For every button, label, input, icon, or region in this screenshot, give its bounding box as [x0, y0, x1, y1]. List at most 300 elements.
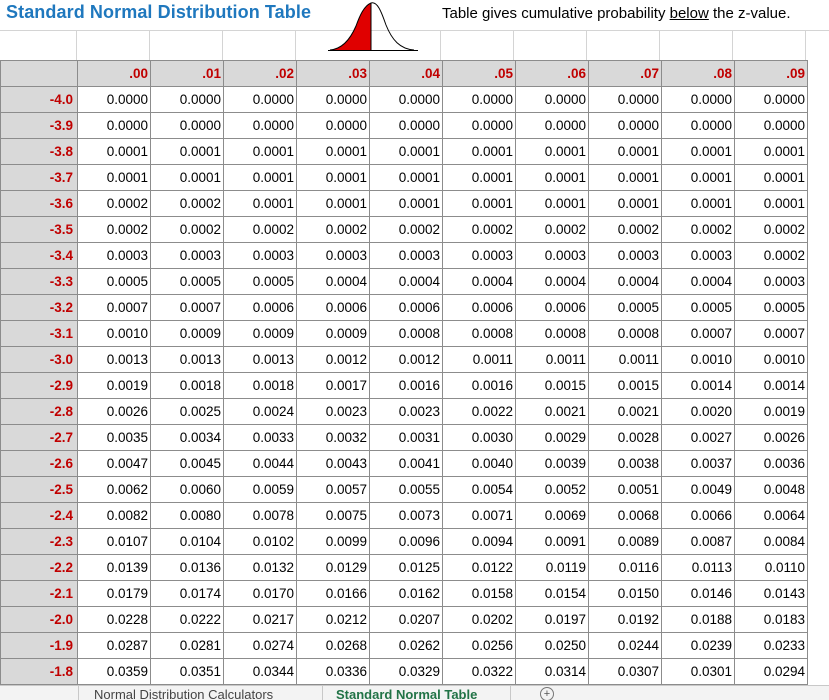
z-value-cell[interactable]: -3.5: [1, 217, 78, 243]
table-row: [1, 217, 808, 243]
probability-cell[interactable]: 0.0010: [735, 347, 808, 373]
probability-cell[interactable]: 0.0003: [78, 243, 151, 269]
probability-cell[interactable]: 0.0129: [297, 555, 370, 581]
table-row: [1, 165, 808, 191]
probability-cell[interactable]: 0.0043: [297, 451, 370, 477]
probability-cell[interactable]: 0.0054: [443, 477, 516, 503]
probability-cell[interactable]: 0.0009: [151, 321, 224, 347]
probability-cell[interactable]: 0.0122: [443, 555, 516, 581]
probability-cell[interactable]: 0.0002: [78, 217, 151, 243]
z-value-cell[interactable]: -2.8: [1, 399, 78, 425]
probability-cell[interactable]: 0.0158: [443, 581, 516, 607]
probability-cell[interactable]: 0.0001: [224, 139, 297, 165]
probability-cell[interactable]: 0.0006: [443, 295, 516, 321]
probability-cell[interactable]: 0.0294: [735, 659, 808, 685]
probability-cell[interactable]: 0.0036: [735, 451, 808, 477]
z-value-cell[interactable]: -2.5: [1, 477, 78, 503]
probability-cell[interactable]: 0.0150: [589, 581, 662, 607]
probability-cell[interactable]: 0.0002: [443, 217, 516, 243]
page-title: Standard Normal Distribution Table: [6, 2, 312, 22]
probability-cell[interactable]: 0.0068: [589, 503, 662, 529]
probability-cell[interactable]: 0.0001: [370, 165, 443, 191]
probability-cell[interactable]: 0.0060: [151, 477, 224, 503]
probability-cell[interactable]: 0.0032: [297, 425, 370, 451]
probability-cell[interactable]: 0.0008: [443, 321, 516, 347]
probability-cell[interactable]: 0.0002: [370, 217, 443, 243]
probability-cell[interactable]: 0.0217: [224, 607, 297, 633]
probability-cell[interactable]: 0.0071: [443, 503, 516, 529]
probability-cell[interactable]: 0.0003: [735, 269, 808, 295]
probability-cell[interactable]: 0.0002: [735, 243, 808, 269]
plus-circle-icon[interactable]: +: [540, 687, 554, 700]
probability-cell[interactable]: 0.0029: [516, 425, 589, 451]
probability-cell[interactable]: 0.0012: [297, 347, 370, 373]
probability-cell[interactable]: 0.0010: [78, 321, 151, 347]
probability-cell[interactable]: 0.0048: [735, 477, 808, 503]
column-header[interactable]: .02: [224, 61, 297, 87]
z-value-cell[interactable]: -3.3: [1, 269, 78, 295]
z-value-cell[interactable]: -2.0: [1, 607, 78, 633]
table-row: [1, 269, 808, 295]
probability-cell[interactable]: 0.0013: [78, 347, 151, 373]
probability-cell[interactable]: 0.0007: [735, 321, 808, 347]
probability-cell[interactable]: 0.0005: [735, 295, 808, 321]
probability-cell[interactable]: 0.0233: [735, 633, 808, 659]
probability-cell[interactable]: 0.0003: [151, 243, 224, 269]
probability-cell[interactable]: 0.0022: [443, 399, 516, 425]
shaded-left-tail: [330, 3, 371, 50]
probability-cell[interactable]: 0.0125: [370, 555, 443, 581]
probability-cell[interactable]: 0.0113: [662, 555, 735, 581]
probability-cell[interactable]: 0.0026: [78, 399, 151, 425]
probability-cell[interactable]: 0.0001: [516, 165, 589, 191]
probability-cell[interactable]: 0.0011: [516, 347, 589, 373]
probability-cell[interactable]: 0.0000: [297, 87, 370, 113]
probability-cell[interactable]: 0.0329: [370, 659, 443, 685]
probability-cell[interactable]: 0.0003: [516, 243, 589, 269]
probability-cell[interactable]: 0.0033: [224, 425, 297, 451]
probability-cell[interactable]: 0.0244: [589, 633, 662, 659]
probability-cell[interactable]: 0.0351: [151, 659, 224, 685]
table-row: [1, 451, 808, 477]
probability-cell[interactable]: 0.0262: [370, 633, 443, 659]
probability-cell[interactable]: 0.0006: [297, 295, 370, 321]
probability-cell[interactable]: 0.0035: [78, 425, 151, 451]
z-value-cell[interactable]: -2.4: [1, 503, 78, 529]
z-value-cell[interactable]: -3.9: [1, 113, 78, 139]
z-value-cell[interactable]: -3.4: [1, 243, 78, 269]
probability-cell[interactable]: 0.0001: [735, 139, 808, 165]
probability-cell[interactable]: 0.0007: [662, 321, 735, 347]
probability-cell[interactable]: 0.0057: [297, 477, 370, 503]
probability-cell[interactable]: 0.0001: [516, 191, 589, 217]
probability-cell[interactable]: 0.0174: [151, 581, 224, 607]
probability-cell[interactable]: 0.0359: [78, 659, 151, 685]
probability-cell[interactable]: 0.0075: [297, 503, 370, 529]
z-value-cell[interactable]: -4.0: [1, 87, 78, 113]
probability-cell[interactable]: 0.0202: [443, 607, 516, 633]
probability-cell[interactable]: 0.0021: [589, 399, 662, 425]
probability-cell[interactable]: 0.0051: [589, 477, 662, 503]
probability-cell[interactable]: 0.0000: [662, 87, 735, 113]
probability-cell[interactable]: 0.0047: [78, 451, 151, 477]
z-value-cell[interactable]: -2.3: [1, 529, 78, 555]
probability-cell[interactable]: 0.0001: [589, 139, 662, 165]
probability-cell[interactable]: 0.0000: [516, 113, 589, 139]
table-row: [1, 321, 808, 347]
probability-cell[interactable]: 0.0001: [735, 165, 808, 191]
probability-cell[interactable]: 0.0000: [735, 113, 808, 139]
probability-cell[interactable]: 0.0166: [297, 581, 370, 607]
probability-cell[interactable]: 0.0239: [662, 633, 735, 659]
corner-cell[interactable]: [1, 61, 78, 87]
table-row: [1, 659, 808, 685]
probability-cell[interactable]: 0.0015: [589, 373, 662, 399]
probability-cell[interactable]: 0.0002: [589, 217, 662, 243]
probability-cell[interactable]: 0.0104: [151, 529, 224, 555]
probability-cell[interactable]: 0.0073: [370, 503, 443, 529]
probability-cell[interactable]: 0.0222: [151, 607, 224, 633]
probability-cell[interactable]: 0.0017: [297, 373, 370, 399]
table-row: [1, 295, 808, 321]
probability-cell[interactable]: 0.0001: [297, 139, 370, 165]
probability-cell[interactable]: 0.0037: [662, 451, 735, 477]
probability-cell[interactable]: 0.0002: [151, 191, 224, 217]
note-text-before: Table gives cumulative probability: [442, 5, 670, 22]
probability-cell[interactable]: 0.0000: [224, 87, 297, 113]
table-row: [1, 633, 808, 659]
column-header[interactable]: .01: [151, 61, 224, 87]
column-header[interactable]: .04: [370, 61, 443, 87]
probability-cell[interactable]: 0.0003: [297, 243, 370, 269]
probability-cell[interactable]: 0.0001: [151, 139, 224, 165]
probability-cell[interactable]: 0.0000: [735, 87, 808, 113]
probability-cell[interactable]: 0.0336: [297, 659, 370, 685]
probability-cell[interactable]: 0.0015: [516, 373, 589, 399]
table-row: [1, 347, 808, 373]
probability-cell[interactable]: 0.0008: [370, 321, 443, 347]
probability-cell[interactable]: 0.0089: [589, 529, 662, 555]
probability-cell[interactable]: 0.0001: [151, 165, 224, 191]
z-value-cell[interactable]: -2.7: [1, 425, 78, 451]
probability-cell[interactable]: 0.0052: [516, 477, 589, 503]
probability-cell[interactable]: 0.0055: [370, 477, 443, 503]
table-row: [1, 503, 808, 529]
probability-cell[interactable]: 0.0146: [662, 581, 735, 607]
probability-cell[interactable]: 0.0000: [151, 87, 224, 113]
probability-cell[interactable]: 0.0228: [78, 607, 151, 633]
probability-cell[interactable]: 0.0000: [443, 113, 516, 139]
probability-cell[interactable]: 0.0038: [589, 451, 662, 477]
probability-cell[interactable]: 0.0001: [662, 165, 735, 191]
probability-cell[interactable]: 0.0018: [224, 373, 297, 399]
probability-cell[interactable]: 0.0002: [735, 217, 808, 243]
probability-cell[interactable]: 0.0008: [589, 321, 662, 347]
probability-cell[interactable]: 0.0005: [151, 269, 224, 295]
probability-cell[interactable]: 0.0062: [78, 477, 151, 503]
probability-cell[interactable]: 0.0136: [151, 555, 224, 581]
table-row: [1, 399, 808, 425]
probability-cell[interactable]: 0.0102: [224, 529, 297, 555]
z-value-cell[interactable]: -3.0: [1, 347, 78, 373]
bell-curve-icon: [328, 0, 418, 56]
probability-cell[interactable]: 0.0039: [516, 451, 589, 477]
probability-cell[interactable]: 0.0040: [443, 451, 516, 477]
z-value-cell[interactable]: -2.6: [1, 451, 78, 477]
probability-cell[interactable]: 0.0005: [78, 269, 151, 295]
tab-normal-distribution-calculators[interactable]: Normal Distribution Calculators: [94, 687, 274, 700]
probability-cell[interactable]: 0.0003: [662, 243, 735, 269]
probability-cell[interactable]: 0.0014: [662, 373, 735, 399]
probability-cell[interactable]: 0.0044: [224, 451, 297, 477]
probability-cell[interactable]: 0.0006: [224, 295, 297, 321]
table-row: [1, 477, 808, 503]
probability-cell[interactable]: 0.0004: [370, 269, 443, 295]
tab-standard-normal-table[interactable]: Standard Normal Table: [336, 687, 477, 700]
probability-cell[interactable]: 0.0001: [224, 191, 297, 217]
probability-cell[interactable]: 0.0025: [151, 399, 224, 425]
probability-cell[interactable]: 0.0004: [589, 269, 662, 295]
z-value-cell[interactable]: -3.6: [1, 191, 78, 217]
probability-cell[interactable]: 0.0019: [735, 399, 808, 425]
probability-cell[interactable]: 0.0010: [662, 347, 735, 373]
probability-cell[interactable]: 0.0082: [78, 503, 151, 529]
probability-cell[interactable]: 0.0002: [516, 217, 589, 243]
probability-cell[interactable]: 0.0011: [589, 347, 662, 373]
z-value-cell[interactable]: -2.2: [1, 555, 78, 581]
probability-cell[interactable]: 0.0096: [370, 529, 443, 555]
probability-cell[interactable]: 0.0009: [224, 321, 297, 347]
probability-cell[interactable]: 0.0023: [297, 399, 370, 425]
probability-cell[interactable]: 0.0250: [516, 633, 589, 659]
probability-cell[interactable]: 0.0066: [662, 503, 735, 529]
probability-cell[interactable]: 0.0016: [443, 373, 516, 399]
tab-separator: [510, 686, 511, 700]
probability-cell[interactable]: 0.0000: [516, 87, 589, 113]
probability-cell[interactable]: 0.0007: [78, 295, 151, 321]
probability-cell[interactable]: 0.0119: [516, 555, 589, 581]
z-value-cell[interactable]: -1.8: [1, 659, 78, 685]
column-header-row: [1, 61, 808, 87]
probability-cell[interactable]: 0.0001: [443, 139, 516, 165]
probability-cell[interactable]: 0.0322: [443, 659, 516, 685]
probability-cell[interactable]: 0.0031: [370, 425, 443, 451]
probability-cell[interactable]: 0.0132: [224, 555, 297, 581]
column-header[interactable]: .07: [589, 61, 662, 87]
probability-cell[interactable]: 0.0002: [224, 217, 297, 243]
probability-cell[interactable]: 0.0000: [78, 87, 151, 113]
probability-cell[interactable]: 0.0281: [151, 633, 224, 659]
z-value-cell[interactable]: -3.2: [1, 295, 78, 321]
probability-cell[interactable]: 0.0000: [662, 113, 735, 139]
probability-cell[interactable]: 0.0001: [297, 165, 370, 191]
probability-cell[interactable]: 0.0212: [297, 607, 370, 633]
column-header[interactable]: .06: [516, 61, 589, 87]
probability-cell[interactable]: 0.0000: [224, 113, 297, 139]
probability-cell[interactable]: 0.0084: [735, 529, 808, 555]
table-row: [1, 243, 808, 269]
probability-cell[interactable]: 0.0116: [589, 555, 662, 581]
probability-cell[interactable]: 0.0016: [370, 373, 443, 399]
z-value-cell[interactable]: -3.1: [1, 321, 78, 347]
probability-cell[interactable]: 0.0030: [443, 425, 516, 451]
sheet-tab-bar: [0, 685, 829, 700]
table-row: [1, 113, 808, 139]
probability-cell[interactable]: 0.0256: [443, 633, 516, 659]
tab-separator: [322, 686, 323, 700]
probability-cell[interactable]: 0.0087: [662, 529, 735, 555]
probability-cell[interactable]: 0.0001: [443, 191, 516, 217]
z-value-cell[interactable]: -3.8: [1, 139, 78, 165]
probability-cell[interactable]: 0.0000: [78, 113, 151, 139]
probability-cell[interactable]: 0.0003: [589, 243, 662, 269]
probability-cell[interactable]: 0.0344: [224, 659, 297, 685]
z-value-cell[interactable]: -2.1: [1, 581, 78, 607]
probability-cell[interactable]: 0.0192: [589, 607, 662, 633]
probability-cell[interactable]: 0.0000: [443, 87, 516, 113]
probability-cell[interactable]: 0.0001: [589, 191, 662, 217]
probability-cell[interactable]: 0.0143: [735, 581, 808, 607]
column-header[interactable]: .05: [443, 61, 516, 87]
probability-cell[interactable]: 0.0080: [151, 503, 224, 529]
probability-cell[interactable]: 0.0018: [151, 373, 224, 399]
probability-cell[interactable]: 0.0001: [78, 165, 151, 191]
probability-cell[interactable]: 0.0024: [224, 399, 297, 425]
probability-cell[interactable]: 0.0023: [370, 399, 443, 425]
probability-cell[interactable]: 0.0301: [662, 659, 735, 685]
probability-cell[interactable]: 0.0013: [224, 347, 297, 373]
probability-cell[interactable]: 0.0020: [662, 399, 735, 425]
probability-cell[interactable]: 0.0268: [297, 633, 370, 659]
table-row: [1, 581, 808, 607]
probability-cell[interactable]: 0.0004: [662, 269, 735, 295]
probability-cell[interactable]: 0.0001: [443, 165, 516, 191]
column-header[interactable]: .08: [662, 61, 735, 87]
probability-cell[interactable]: 0.0000: [370, 87, 443, 113]
probability-cell[interactable]: 0.0139: [78, 555, 151, 581]
probability-cell[interactable]: 0.0049: [662, 477, 735, 503]
probability-cell[interactable]: 0.0064: [735, 503, 808, 529]
probability-cell[interactable]: 0.0005: [662, 295, 735, 321]
column-header[interactable]: .09: [735, 61, 808, 87]
probability-cell[interactable]: 0.0307: [589, 659, 662, 685]
probability-cell[interactable]: 0.0014: [735, 373, 808, 399]
probability-cell[interactable]: 0.0028: [589, 425, 662, 451]
note-text-after: the z-value.: [708, 5, 791, 22]
probability-cell[interactable]: 0.0045: [151, 451, 224, 477]
table-row: [1, 87, 808, 113]
probability-cell[interactable]: 0.0003: [443, 243, 516, 269]
probability-cell[interactable]: 0.0069: [516, 503, 589, 529]
probability-cell[interactable]: 0.0110: [735, 555, 808, 581]
probability-cell[interactable]: 0.0059: [224, 477, 297, 503]
probability-cell[interactable]: 0.0002: [78, 191, 151, 217]
probability-cell[interactable]: 0.0002: [662, 217, 735, 243]
z-value-cell[interactable]: -2.9: [1, 373, 78, 399]
probability-cell[interactable]: 0.0006: [370, 295, 443, 321]
probability-cell[interactable]: 0.0005: [224, 269, 297, 295]
probability-cell[interactable]: 0.0000: [151, 113, 224, 139]
probability-cell[interactable]: 0.0001: [78, 139, 151, 165]
probability-cell[interactable]: 0.0002: [151, 217, 224, 243]
probability-cell[interactable]: 0.0008: [516, 321, 589, 347]
probability-cell[interactable]: 0.0012: [370, 347, 443, 373]
table-row: [1, 555, 808, 581]
probability-cell[interactable]: 0.0000: [589, 113, 662, 139]
probability-cell[interactable]: 0.0004: [516, 269, 589, 295]
z-value-cell[interactable]: -3.7: [1, 165, 78, 191]
probability-cell[interactable]: 0.0003: [224, 243, 297, 269]
probability-cell[interactable]: 0.0207: [370, 607, 443, 633]
probability-cell[interactable]: 0.0197: [516, 607, 589, 633]
probability-cell[interactable]: 0.0041: [370, 451, 443, 477]
note-underlined-word: below: [669, 5, 709, 22]
probability-cell[interactable]: 0.0099: [297, 529, 370, 555]
probability-cell[interactable]: 0.0183: [735, 607, 808, 633]
probability-cell[interactable]: 0.0170: [224, 581, 297, 607]
probability-cell[interactable]: 0.0274: [224, 633, 297, 659]
probability-cell[interactable]: 0.0001: [297, 191, 370, 217]
table-row: [1, 425, 808, 451]
probability-cell[interactable]: 0.0002: [297, 217, 370, 243]
column-header[interactable]: .00: [78, 61, 151, 87]
z-value-cell[interactable]: -1.9: [1, 633, 78, 659]
probability-cell[interactable]: 0.0001: [370, 139, 443, 165]
column-header[interactable]: .03: [297, 61, 370, 87]
probability-cell[interactable]: 0.0287: [78, 633, 151, 659]
probability-cell[interactable]: 0.0162: [370, 581, 443, 607]
probability-cell[interactable]: 0.0026: [735, 425, 808, 451]
probability-cell[interactable]: 0.0001: [589, 165, 662, 191]
probability-cell[interactable]: 0.0019: [78, 373, 151, 399]
probability-cell[interactable]: 0.0188: [662, 607, 735, 633]
probability-cell[interactable]: 0.0004: [443, 269, 516, 295]
probability-cell[interactable]: 0.0001: [370, 191, 443, 217]
table-row: [1, 529, 808, 555]
probability-cell[interactable]: 0.0001: [224, 165, 297, 191]
probability-cell[interactable]: 0.0107: [78, 529, 151, 555]
probability-cell[interactable]: 0.0007: [151, 295, 224, 321]
probability-cell[interactable]: 0.0314: [516, 659, 589, 685]
probability-cell[interactable]: 0.0001: [516, 139, 589, 165]
probability-cell[interactable]: 0.0013: [151, 347, 224, 373]
bell-curve-line: [330, 3, 414, 50]
probability-cell[interactable]: 0.0000: [370, 113, 443, 139]
probability-cell[interactable]: 0.0094: [443, 529, 516, 555]
probability-cell[interactable]: 0.0006: [516, 295, 589, 321]
probability-cell[interactable]: 0.0009: [297, 321, 370, 347]
probability-cell[interactable]: 0.0001: [735, 191, 808, 217]
probability-cell[interactable]: 0.0003: [370, 243, 443, 269]
probability-cell[interactable]: 0.0034: [151, 425, 224, 451]
probability-cell[interactable]: 0.0000: [297, 113, 370, 139]
z-table: [0, 60, 808, 685]
probability-cell[interactable]: 0.0154: [516, 581, 589, 607]
probability-cell[interactable]: 0.0005: [589, 295, 662, 321]
probability-cell[interactable]: 0.0001: [662, 139, 735, 165]
probability-cell[interactable]: 0.0011: [443, 347, 516, 373]
probability-cell[interactable]: 0.0000: [589, 87, 662, 113]
probability-cell[interactable]: 0.0179: [78, 581, 151, 607]
table-note: [442, 5, 791, 22]
probability-cell[interactable]: 0.0021: [516, 399, 589, 425]
probability-cell[interactable]: 0.0091: [516, 529, 589, 555]
probability-cell[interactable]: 0.0001: [662, 191, 735, 217]
tab-separator: [78, 686, 79, 700]
probability-cell[interactable]: 0.0078: [224, 503, 297, 529]
probability-cell[interactable]: 0.0004: [297, 269, 370, 295]
probability-cell[interactable]: 0.0027: [662, 425, 735, 451]
